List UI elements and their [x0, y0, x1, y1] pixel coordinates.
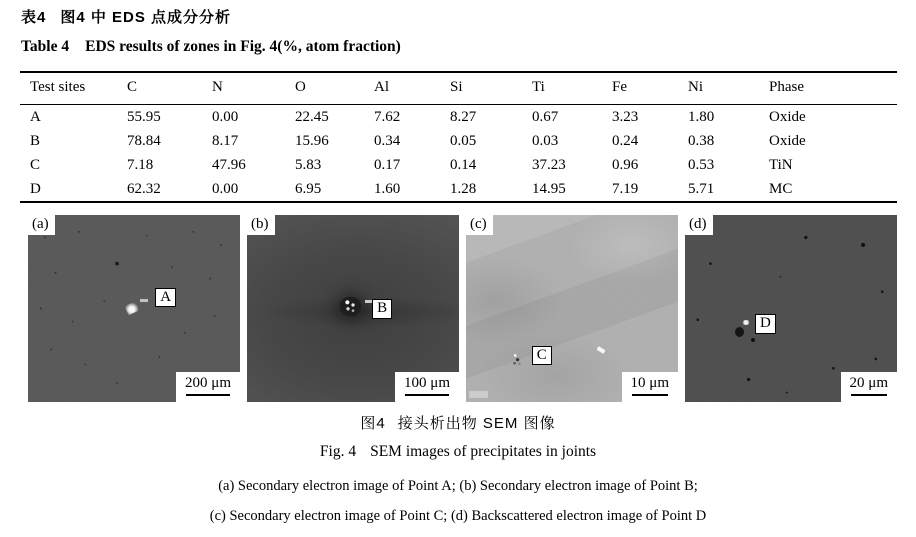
col-header-o: O: [285, 72, 364, 105]
table-cell: TiN: [769, 156, 793, 173]
table-title-en-text: EDS results of zones in Fig. 4(%, atom fraction): [85, 38, 401, 55]
sem-panel-c: [466, 215, 678, 402]
figure-caption-en-number: Fig. 4: [319, 443, 357, 460]
figure-caption-zh-number: 图4: [360, 415, 386, 432]
table-cell: 0.96: [612, 156, 639, 173]
panel-label-b: (b): [247, 215, 275, 235]
table-cell: 7.62: [374, 108, 401, 125]
panel-label-d: (d): [685, 215, 713, 235]
scale-text-a: 200 μm: [185, 375, 231, 391]
table-cell: 55.95: [127, 108, 161, 125]
sem-panel-a: [28, 215, 240, 402]
col-header-n: N: [202, 72, 285, 105]
table-title-zh-number: 表4: [21, 9, 47, 26]
table-cell: Oxide: [769, 108, 806, 125]
col-header-c: C: [117, 72, 202, 105]
annotation-dash-a: [140, 299, 148, 302]
table-cell: 0.00: [212, 108, 239, 125]
table-cell: A: [30, 108, 41, 125]
table-cell: 8.17: [212, 132, 239, 149]
figure-caption-zh-text: 接头析出物 SEM 图像: [397, 415, 556, 432]
table-cell: 14.95: [532, 180, 566, 197]
scale-text-b: 100 μm: [404, 375, 450, 391]
table-cell: 0.14: [450, 156, 477, 173]
table-cell: 8.27: [450, 108, 477, 125]
table-cell: MC: [769, 180, 793, 197]
col-header-fe: Fe: [602, 72, 678, 105]
scale-bar-c: [622, 372, 678, 402]
table-title-en: [21, 38, 401, 56]
table-cell: 0.17: [374, 156, 401, 173]
table-title-zh-text: 图4 中 EDS 点成分分析: [60, 9, 232, 26]
dark-dot-d: [751, 338, 755, 342]
annotation-dash-b: [365, 300, 372, 303]
dark-blob-d: [735, 327, 744, 337]
table-cell: 1.80: [688, 108, 715, 125]
scale-bar-b: [395, 372, 459, 402]
table-cell: 0.05: [450, 132, 477, 149]
precipitate-particle-b: [340, 297, 361, 316]
table-row: [20, 177, 897, 202]
point-marker-c: [532, 346, 552, 366]
table-cell: 5.71: [688, 180, 715, 197]
micrograph-watermark-c: [469, 391, 488, 398]
precipitate-particle-a: [124, 301, 140, 316]
point-marker-b: [372, 299, 392, 319]
table-cell: 0.67: [532, 108, 559, 125]
table-cell: 0.24: [612, 132, 639, 149]
table-cell: 37.23: [532, 156, 566, 173]
figure-caption-en: [0, 443, 916, 461]
table-cell: 1.28: [450, 180, 477, 197]
point-marker-c-letter: C: [536, 346, 547, 363]
table-cell: B: [30, 132, 41, 149]
table-cell: 5.83: [295, 156, 322, 173]
scale-bar-d: [841, 372, 897, 402]
scale-text-d: 20 μm: [849, 375, 888, 391]
table-cell: 78.84: [127, 132, 161, 149]
point-marker-a: [155, 288, 176, 308]
table-row: [20, 105, 897, 130]
col-header-si: Si: [440, 72, 522, 105]
panel-label-a: (a): [28, 215, 55, 235]
scale-bar-a: [176, 372, 240, 402]
col-header-al: Al: [364, 72, 440, 105]
table-cell: 22.45: [295, 108, 329, 125]
point-marker-a-letter: A: [160, 288, 172, 305]
scale-line-d: [851, 394, 887, 396]
table-cell: 0.00: [212, 180, 239, 197]
precipitate-particle-d: [742, 320, 750, 325]
table-cell: 3.23: [612, 108, 639, 125]
scale-line-b: [405, 394, 449, 396]
table-cell: 62.32: [127, 180, 161, 197]
table-cell: 15.96: [295, 132, 329, 149]
table-cell: 0.53: [688, 156, 715, 173]
sem-figure-strip: [28, 215, 897, 402]
bright-speck-c: [597, 346, 606, 354]
scale-line-c: [632, 394, 668, 396]
table-cell: 0.38: [688, 132, 715, 149]
point-marker-b-letter: B: [377, 300, 388, 317]
scale-text-c: 10 μm: [630, 375, 669, 391]
point-marker-d-letter: D: [759, 315, 771, 332]
precipitate-particle-c: [511, 352, 523, 366]
point-marker-d: [755, 314, 776, 334]
table-cell: C: [30, 156, 41, 173]
table-title-en-number: Table 4: [21, 38, 70, 55]
col-header-ni: Ni: [678, 72, 759, 105]
scale-line-a: [186, 394, 230, 396]
panel-label-c: (c): [466, 215, 493, 235]
sem-panel-b: [247, 215, 459, 402]
figure-caption-zh: [0, 412, 916, 433]
col-header-phase: Phase: [759, 72, 897, 105]
figure-caption-en-text: SEM images of precipitates in joints: [370, 443, 597, 460]
table-row: [20, 129, 897, 153]
eds-results-table: [20, 71, 897, 203]
table-cell: 0.34: [374, 132, 401, 149]
table-cell: 7.19: [612, 180, 639, 197]
table-cell: 0.03: [532, 132, 559, 149]
table-cell: 47.96: [212, 156, 246, 173]
table-cell: 6.95: [295, 180, 322, 197]
figure-subcaption-ab: (a) Secondary electron image of Point A; (b) Secondary electron image of Point B;: [218, 478, 698, 494]
table-cell: D: [30, 180, 41, 197]
sem-panel-d: [685, 215, 897, 402]
table-header-row: [20, 72, 897, 105]
table-row: [20, 153, 897, 177]
table-cell: 1.60: [374, 180, 401, 197]
table-cell: 7.18: [127, 156, 154, 173]
figure-subcaption-cd: (c) Secondary electron image of Point C; (d) Backscattered electron image of Point D: [209, 508, 707, 524]
col-header-ti: Ti: [522, 72, 602, 105]
table-cell: Oxide: [769, 132, 806, 149]
col-header-test-sites: Test sites: [20, 72, 117, 105]
table-title-zh: [21, 6, 231, 27]
